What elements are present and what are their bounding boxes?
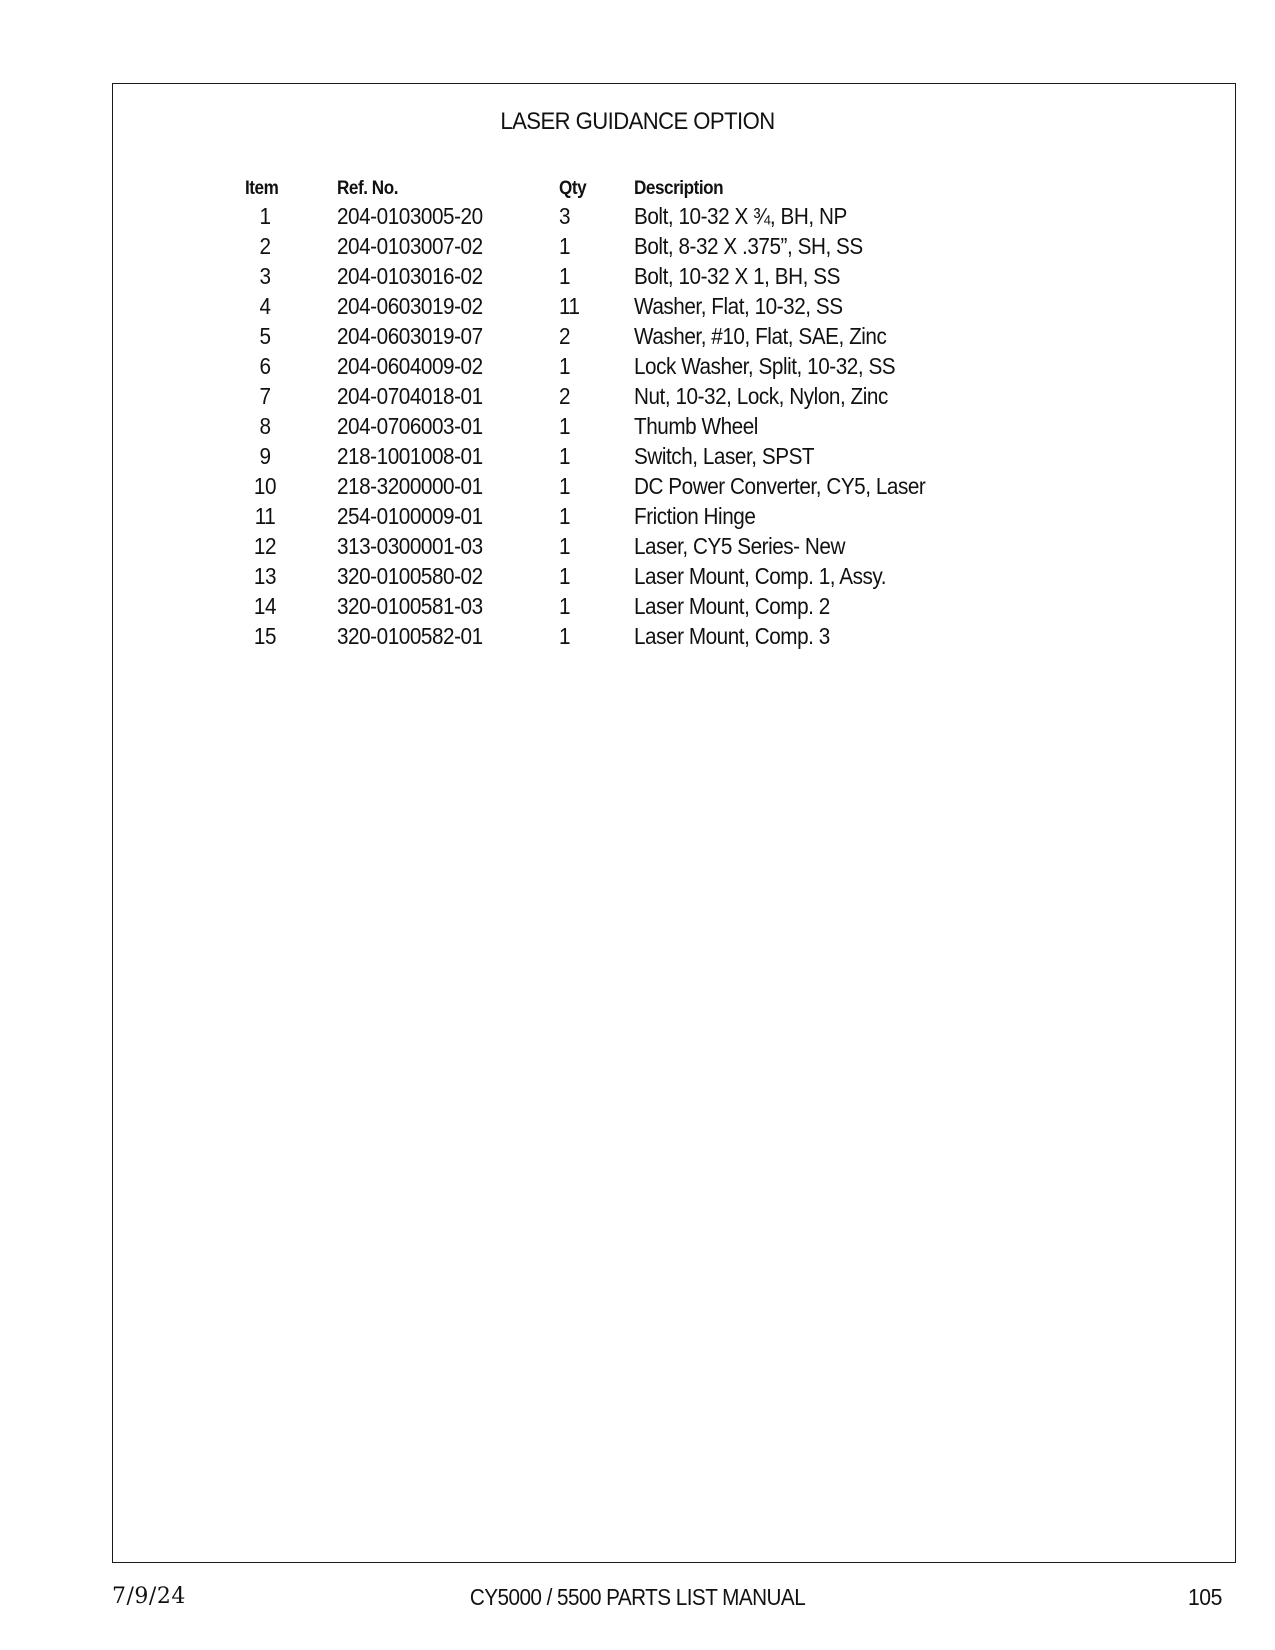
cell-description: Bolt, 8-32 X .375”, SH, SS xyxy=(634,233,863,259)
table-row xyxy=(0,591,1275,621)
cell-description: Bolt, 10-32 X 1, BH, SS xyxy=(634,263,840,289)
cell-item: 7 xyxy=(259,383,271,409)
table-row xyxy=(0,231,1275,261)
cell-description: Laser, CY5 Series- New xyxy=(634,533,845,559)
page-title: LASER GUIDANCE OPTION xyxy=(500,108,775,135)
table-row xyxy=(0,381,1275,411)
cell-ref-no: 218-1001008-01 xyxy=(337,443,483,469)
cell-item: 12 xyxy=(253,533,277,559)
table-header-row xyxy=(0,174,1275,204)
cell-description: Thumb Wheel xyxy=(634,413,758,439)
table-row xyxy=(0,321,1275,351)
cell-qty: 2 xyxy=(559,323,571,349)
header-item: Item xyxy=(245,178,279,199)
cell-item: 3 xyxy=(259,263,271,289)
cell-item: 1 xyxy=(259,203,271,229)
cell-qty: 2 xyxy=(559,383,571,409)
cell-item: 2 xyxy=(259,233,271,259)
cell-qty: 1 xyxy=(559,503,571,529)
cell-description: Washer, #10, Flat, SAE, Zinc xyxy=(634,323,887,349)
cell-qty: 1 xyxy=(559,593,571,619)
table-row xyxy=(0,261,1275,291)
cell-qty: 1 xyxy=(559,563,571,589)
cell-item: 6 xyxy=(259,353,271,379)
cell-description: Bolt, 10-32 X ¾, BH, NP xyxy=(634,203,847,229)
cell-item: 9 xyxy=(259,443,271,469)
cell-qty: 1 xyxy=(559,443,571,469)
table-row xyxy=(0,621,1275,651)
header-description: Description xyxy=(634,178,724,199)
header-qty: Qty xyxy=(559,178,587,199)
table-row xyxy=(0,561,1275,591)
cell-ref-no: 313-0300001-03 xyxy=(337,533,483,559)
table-row xyxy=(0,351,1275,381)
page-footer xyxy=(0,1582,1275,1612)
cell-ref-no: 204-0704018-01 xyxy=(337,383,483,409)
header-ref-no: Ref. No. xyxy=(337,178,399,199)
cell-qty: 11 xyxy=(559,293,580,319)
cell-qty: 1 xyxy=(559,233,571,259)
table-row xyxy=(0,441,1275,471)
cell-item: 14 xyxy=(253,593,277,619)
cell-ref-no: 204-0603019-07 xyxy=(337,323,483,349)
cell-qty: 1 xyxy=(559,263,571,289)
cell-item: 15 xyxy=(253,623,277,649)
table-row xyxy=(0,531,1275,561)
cell-qty: 1 xyxy=(559,623,571,649)
cell-ref-no: 320-0100581-03 xyxy=(337,593,483,619)
footer-date: 7/9/24 xyxy=(112,1584,186,1609)
cell-ref-no: 218-3200000-01 xyxy=(337,473,483,499)
cell-description: Friction Hinge xyxy=(634,503,756,529)
cell-qty: 1 xyxy=(559,413,571,439)
cell-item: 11 xyxy=(254,503,276,529)
cell-ref-no: 320-0100580-02 xyxy=(337,563,483,589)
footer-manual-title: CY5000 / 5500 PARTS LIST MANUAL xyxy=(469,1584,806,1610)
cell-ref-no: 254-0100009-01 xyxy=(337,503,483,529)
cell-ref-no: 204-0103016-02 xyxy=(337,263,483,289)
table-row xyxy=(0,471,1275,501)
table-row xyxy=(0,201,1275,231)
cell-ref-no: 204-0603019-02 xyxy=(337,293,483,319)
cell-item: 5 xyxy=(259,323,271,349)
cell-item: 8 xyxy=(259,413,271,439)
cell-item: 10 xyxy=(253,473,277,499)
cell-description: Lock Washer, Split, 10-32, SS xyxy=(634,353,896,379)
cell-description: Laser Mount, Comp. 1, Assy. xyxy=(634,563,887,589)
cell-qty: 1 xyxy=(559,473,571,499)
table-row xyxy=(0,411,1275,441)
cell-ref-no: 204-0103005-20 xyxy=(337,203,483,229)
cell-qty: 3 xyxy=(559,203,571,229)
cell-ref-no: 204-0706003-01 xyxy=(337,413,483,439)
table-row xyxy=(0,501,1275,531)
cell-ref-no: 320-0100582-01 xyxy=(337,623,483,649)
cell-item: 13 xyxy=(253,563,277,589)
cell-description: Washer, Flat, 10-32, SS xyxy=(634,293,843,319)
cell-description: Nut, 10-32, Lock, Nylon, Zinc xyxy=(634,383,888,409)
cell-description: DC Power Converter, CY5, Laser xyxy=(634,473,926,499)
footer-page-number: 105 xyxy=(1188,1584,1222,1610)
table-row xyxy=(0,291,1275,321)
cell-qty: 1 xyxy=(559,533,571,559)
cell-ref-no: 204-0604009-02 xyxy=(337,353,483,379)
cell-ref-no: 204-0103007-02 xyxy=(337,233,483,259)
cell-description: Laser Mount, Comp. 3 xyxy=(634,623,830,649)
cell-description: Switch, Laser, SPST xyxy=(634,443,815,469)
cell-description: Laser Mount, Comp. 2 xyxy=(634,593,830,619)
cell-item: 4 xyxy=(259,293,271,319)
cell-qty: 1 xyxy=(559,353,571,379)
